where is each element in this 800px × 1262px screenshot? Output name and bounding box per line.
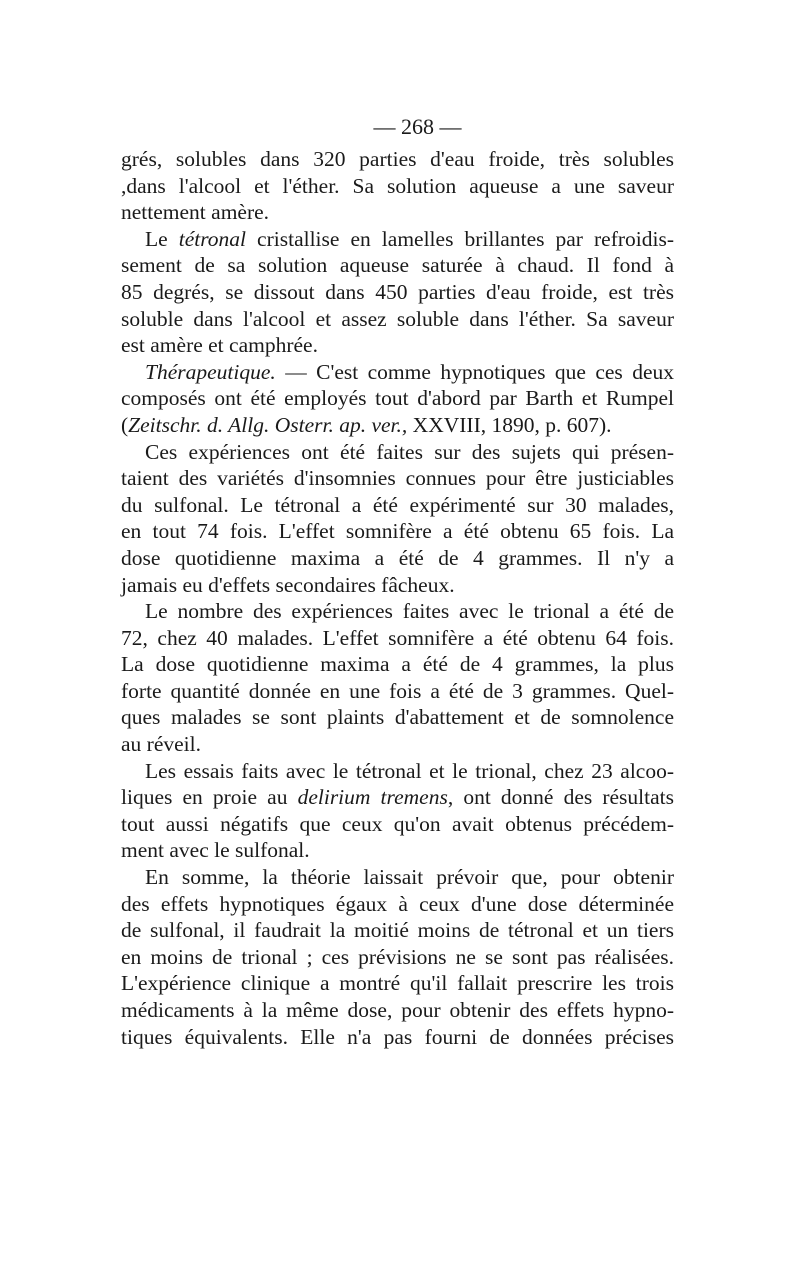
text-run: forte quantité donnée en une fois a été de 3 grammes. Quel- [121, 678, 674, 703]
text-run: au réveil. [121, 732, 201, 757]
text-line [121, 518, 674, 545]
paragraph [121, 146, 674, 226]
text-line [121, 492, 674, 519]
text-line [121, 465, 674, 492]
document-page [121, 112, 674, 1050]
text-line [121, 678, 674, 705]
text-run: est amère et camphrée. [121, 333, 318, 358]
italic-text: Thérapeutique. [145, 359, 276, 384]
text-run: de sulfonal, il faudrait la moitié moins de tétronal et un tiers [121, 918, 674, 943]
text-line [121, 439, 674, 466]
text-run: — C'est comme hypnotiques que ces deux [275, 359, 674, 384]
text-run: cristallise en lamelles brillantes par refroidis- [246, 226, 674, 251]
text-run: en tout 74 fois. L'effet somnifère a été obtenu 65 fois. La [121, 519, 674, 544]
text-line [121, 704, 674, 731]
italic-text: tétronal [178, 226, 247, 251]
text-line [121, 598, 674, 625]
italic-text: delirium tremens [297, 785, 448, 810]
text-line [121, 412, 674, 439]
text-line [121, 385, 674, 412]
text-line [121, 917, 674, 944]
text-line [121, 758, 674, 785]
text-run: La dose quotidienne maxima a été de 4 grammes, la plus [121, 652, 674, 677]
text-line [121, 651, 674, 678]
text-run: du sulfonal. Le tétronal a été expérimenté sur 30 malades, [121, 492, 674, 517]
text-line [121, 625, 674, 652]
text-line [121, 891, 674, 918]
text-run: En somme, la théorie laissait prévoir que, pour obtenir [145, 865, 674, 890]
text-line [121, 1024, 674, 1051]
text-line [121, 997, 674, 1024]
text-run: tiques équivalents. Elle n'a pas fourni de données précises [121, 1024, 674, 1049]
text-run: Les essais faits avec le tétronal et le trional, chez 23 alcoo- [145, 758, 674, 783]
italic-text: Zeitschr. d. Allg. Osterr. ap. ver., [128, 412, 408, 437]
paragraph [121, 758, 674, 864]
text-line [121, 173, 674, 200]
paragraph [121, 359, 674, 439]
paragraph [121, 864, 674, 1050]
text-run: ,dans l'alcool et l'éther. Sa solution aqueuse a une saveur [121, 173, 674, 198]
text-line [121, 731, 674, 758]
text-run: L'expérience clinique a montré qu'il fallait prescrire les trois [121, 971, 674, 996]
text-run: dose quotidienne maxima a été de 4 grammes. Il n'y a [121, 545, 674, 570]
text-line [121, 944, 674, 971]
text-run: tout aussi négatifs que ceux qu'on avait obtenus précédem- [121, 811, 674, 836]
text-line [121, 572, 674, 599]
text-line [121, 970, 674, 997]
text-line [121, 199, 674, 226]
text-run: 85 degrés, se dissout dans 450 parties d'eau froide, est très [121, 279, 674, 304]
text-line [121, 545, 674, 572]
text-run: ment avec le sulfonal. [121, 838, 310, 863]
text-line [121, 811, 674, 838]
text-line [121, 306, 674, 333]
text-run: médicaments à la même dose, pour obtenir des effets hypno- [121, 998, 674, 1022]
text-run: Le [145, 226, 179, 251]
page-number: — 268 — [373, 114, 462, 139]
paragraph [121, 226, 674, 359]
text-line [121, 359, 674, 386]
text-run: grés, solubles dans 320 parties d'eau froide, très solubles [121, 147, 674, 171]
text-run: , ont donné des résultats [447, 785, 674, 810]
text-run: ( [121, 412, 129, 437]
text-run: 72, chez 40 malades. L'effet somnifère a été obtenu 64 fois. [121, 625, 674, 650]
text-run: XXVIII, 1890, p. 607). [407, 412, 612, 437]
text-line [121, 252, 674, 279]
text-line [121, 332, 674, 359]
paragraph [121, 439, 674, 599]
text-line [121, 864, 674, 891]
text-line [121, 784, 674, 811]
text-run: Ces expériences ont été faites sur des sujets qui présen- [145, 439, 674, 464]
text-run: taient des variétés d'insomnies connues pour être justiciables [121, 466, 674, 491]
text-run: soluble dans l'alcool et assez soluble dans l'éther. Sa saveur [121, 306, 674, 331]
text-run: Le nombre des expériences faites avec le trional a été de [145, 599, 674, 624]
text-line [121, 146, 674, 173]
text-line [121, 226, 674, 253]
paragraph [121, 598, 674, 758]
text-run: liques en proie au [121, 785, 298, 810]
text-run: nettement amère. [121, 200, 270, 225]
text-run: en moins de trional ; ces prévisions ne se sont pas réalisées. [121, 944, 674, 969]
text-run: sement de sa solution aqueuse saturée à chaud. Il fond à [121, 253, 674, 278]
text-line [121, 837, 674, 864]
body-text [121, 146, 674, 1050]
text-line [121, 279, 674, 306]
text-run: jamais eu d'effets secondaires fâcheux. [121, 572, 455, 597]
text-run: ques malades se sont plaints d'abattement et de somnolence [121, 705, 674, 730]
text-run: composés ont été employés tout d'abord par Barth et Rumpel [121, 386, 674, 411]
text-run: des effets hypnotiques égaux à ceux d'une dose déterminée [121, 891, 674, 916]
